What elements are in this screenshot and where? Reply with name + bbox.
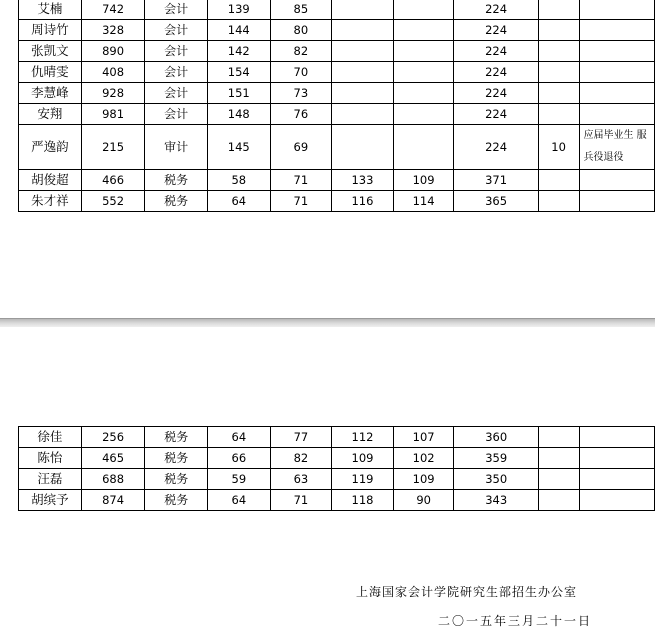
issue-date: 二〇一五年三月二十一日 <box>438 614 593 628</box>
value-cell: 66 <box>208 448 271 469</box>
table-row <box>19 448 655 469</box>
value-cell <box>332 0 394 20</box>
value-cell: 144 <box>207 20 270 41</box>
value-cell <box>393 104 454 125</box>
value-cell: 114 <box>393 191 454 212</box>
value-cell: 552 <box>81 191 145 212</box>
note-cell <box>579 20 655 41</box>
value-cell: 会计 <box>145 0 208 20</box>
value-cell <box>538 490 579 511</box>
name-cell: 汪磊 <box>19 469 82 490</box>
name-cell: 安翔 <box>19 104 82 125</box>
table-row <box>19 62 655 83</box>
value-cell: 151 <box>207 83 270 104</box>
table-row <box>19 0 655 20</box>
value-cell: 85 <box>270 0 332 20</box>
value-cell: 会计 <box>145 41 208 62</box>
value-cell: 142 <box>207 41 270 62</box>
table-row <box>19 83 655 104</box>
value-cell <box>538 20 579 41</box>
value-cell <box>393 41 454 62</box>
value-cell: 64 <box>207 191 270 212</box>
table-row <box>19 104 655 125</box>
value-cell <box>393 0 454 20</box>
name-cell: 艾楠 <box>19 0 82 20</box>
table-row <box>19 191 655 212</box>
note-cell <box>579 0 655 20</box>
name-cell: 朱才祥 <box>19 191 82 212</box>
value-cell: 税务 <box>145 170 208 191</box>
note-cell: 应届毕业生 服兵役退役 <box>579 125 655 170</box>
note-cell <box>579 490 654 511</box>
note-cell <box>579 170 655 191</box>
value-cell: 981 <box>81 104 145 125</box>
table-row <box>19 170 655 191</box>
value-cell: 215 <box>81 125 145 170</box>
admission-table-top <box>18 0 655 212</box>
value-cell: 365 <box>454 191 538 212</box>
note-cell <box>579 469 654 490</box>
value-cell: 224 <box>454 125 538 170</box>
name-cell: 胡缤予 <box>19 490 82 511</box>
name-cell: 李慧峰 <box>19 83 82 104</box>
value-cell: 343 <box>454 490 538 511</box>
value-cell: 109 <box>393 469 454 490</box>
page-break-separator <box>0 318 655 327</box>
value-cell <box>538 427 579 448</box>
note-cell <box>579 427 654 448</box>
value-cell <box>538 104 579 125</box>
value-cell <box>538 469 579 490</box>
value-cell: 109 <box>393 170 454 191</box>
value-cell <box>332 104 394 125</box>
value-cell: 82 <box>270 41 332 62</box>
value-cell: 102 <box>393 448 454 469</box>
value-cell: 71 <box>270 191 332 212</box>
value-cell: 71 <box>270 490 332 511</box>
note-cell <box>579 62 655 83</box>
value-cell: 58 <box>207 170 270 191</box>
value-cell <box>538 170 579 191</box>
note-cell <box>579 83 655 104</box>
value-cell <box>538 448 579 469</box>
value-cell: 会计 <box>145 62 208 83</box>
value-cell <box>393 62 454 83</box>
value-cell: 224 <box>454 20 538 41</box>
table-row <box>19 490 655 511</box>
name-cell: 周诗竹 <box>19 20 82 41</box>
table-row <box>19 41 655 62</box>
value-cell: 688 <box>81 469 145 490</box>
value-cell: 82 <box>270 448 332 469</box>
note-cell <box>579 191 655 212</box>
name-cell: 徐佳 <box>19 427 82 448</box>
value-cell: 224 <box>454 104 538 125</box>
value-cell: 224 <box>454 83 538 104</box>
value-cell: 70 <box>270 62 332 83</box>
value-cell: 审计 <box>145 125 208 170</box>
value-cell: 119 <box>332 469 394 490</box>
value-cell <box>332 62 394 83</box>
value-cell: 350 <box>454 469 538 490</box>
value-cell: 118 <box>332 490 394 511</box>
value-cell: 408 <box>81 62 145 83</box>
value-cell: 109 <box>332 448 394 469</box>
value-cell: 360 <box>454 427 538 448</box>
value-cell: 371 <box>454 170 538 191</box>
value-cell: 76 <box>270 104 332 125</box>
value-cell <box>538 62 579 83</box>
name-cell: 陈怡 <box>19 448 82 469</box>
value-cell: 64 <box>208 490 271 511</box>
value-cell: 928 <box>81 83 145 104</box>
value-cell: 64 <box>208 427 271 448</box>
value-cell: 69 <box>270 125 332 170</box>
value-cell: 80 <box>270 20 332 41</box>
value-cell: 税务 <box>145 191 208 212</box>
value-cell: 税务 <box>145 448 208 469</box>
value-cell: 59 <box>208 469 271 490</box>
value-cell: 465 <box>81 448 145 469</box>
value-cell <box>393 83 454 104</box>
table-row <box>19 125 655 170</box>
value-cell: 税务 <box>145 469 208 490</box>
note-cell <box>579 41 655 62</box>
value-cell: 145 <box>207 125 270 170</box>
table-row <box>19 469 655 490</box>
note-cell <box>579 448 654 469</box>
value-cell <box>393 125 454 170</box>
value-cell: 224 <box>454 62 538 83</box>
value-cell: 224 <box>454 0 538 20</box>
value-cell: 107 <box>393 427 454 448</box>
value-cell: 77 <box>270 427 332 448</box>
table-row <box>19 427 655 448</box>
issuing-office: 上海国家会计学院研究生部招生办公室 <box>356 585 578 599</box>
admission-table-bottom <box>18 426 655 511</box>
value-cell <box>332 20 394 41</box>
value-cell: 112 <box>332 427 394 448</box>
value-cell <box>538 191 579 212</box>
value-cell <box>332 125 394 170</box>
value-cell <box>538 41 579 62</box>
value-cell: 139 <box>207 0 270 20</box>
value-cell: 会计 <box>145 83 208 104</box>
value-cell: 328 <box>81 20 145 41</box>
note-cell <box>579 104 655 125</box>
value-cell: 71 <box>270 170 332 191</box>
value-cell: 148 <box>207 104 270 125</box>
value-cell: 会计 <box>145 104 208 125</box>
name-cell: 严逸韵 <box>19 125 82 170</box>
value-cell: 税务 <box>145 490 208 511</box>
value-cell: 会计 <box>145 20 208 41</box>
name-cell: 胡俊超 <box>19 170 82 191</box>
value-cell <box>332 83 394 104</box>
value-cell: 73 <box>270 83 332 104</box>
name-cell: 仇晴雯 <box>19 62 82 83</box>
value-cell: 63 <box>270 469 332 490</box>
value-cell: 742 <box>81 0 145 20</box>
value-cell: 890 <box>81 41 145 62</box>
value-cell <box>332 41 394 62</box>
table-row <box>19 20 655 41</box>
name-cell: 张凯文 <box>19 41 82 62</box>
value-cell: 税务 <box>145 427 208 448</box>
value-cell: 154 <box>207 62 270 83</box>
value-cell <box>393 20 454 41</box>
value-cell: 90 <box>393 490 454 511</box>
value-cell: 133 <box>332 170 394 191</box>
value-cell: 116 <box>332 191 394 212</box>
value-cell <box>538 0 579 20</box>
value-cell: 359 <box>454 448 538 469</box>
value-cell: 256 <box>81 427 145 448</box>
value-cell: 224 <box>454 41 538 62</box>
value-cell: 466 <box>81 170 145 191</box>
value-cell <box>538 83 579 104</box>
value-cell: 874 <box>81 490 145 511</box>
value-cell: 10 <box>538 125 579 170</box>
